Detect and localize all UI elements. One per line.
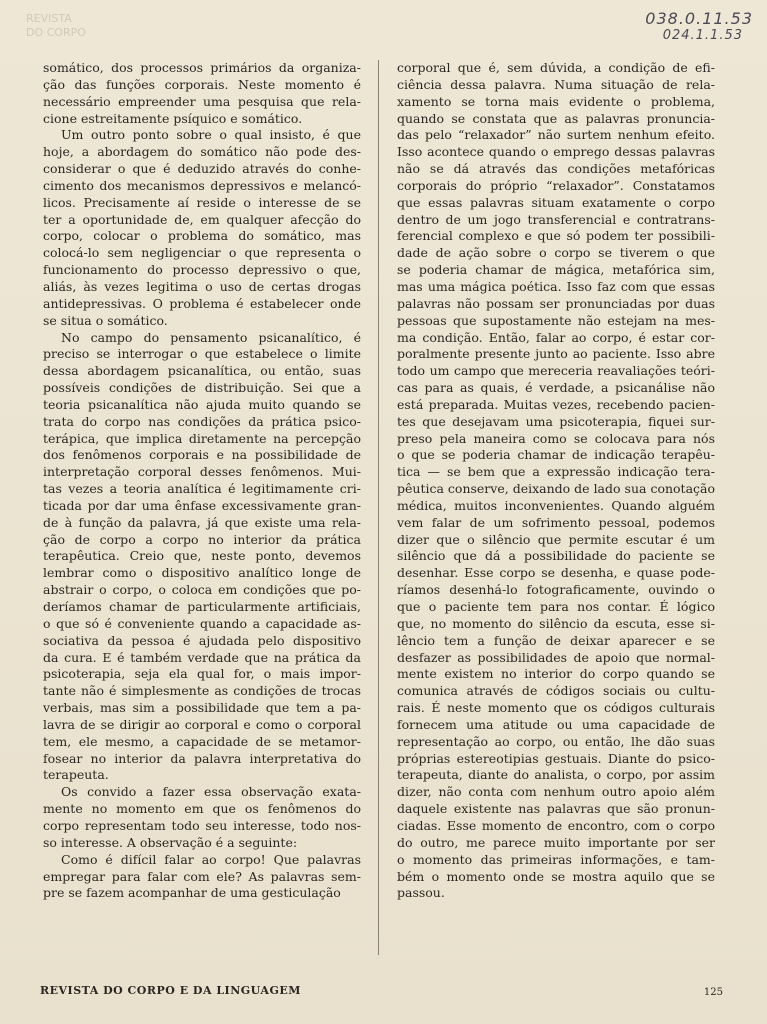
text-line: deríamos chamar de particularmente artificiais,	[43, 599, 361, 614]
page-number: 125	[703, 987, 723, 998]
text-line: o momento das primeiras informações, e tam-	[397, 851, 715, 867]
text-line: comunica através de códigos sociais ou cultu-	[397, 683, 715, 699]
text-line: dos fenômenos corporais e na possibilidade de	[43, 447, 361, 463]
text-line: quando se constata que as palavras pronuncia-	[397, 110, 715, 126]
text-line: ção das funções corporais. Neste momento é	[43, 76, 361, 92]
text-line: Como é difícil falar ao corpo! Que palavras	[61, 851, 361, 867]
text-line: o que só é conveniente quando a capacidade as-	[43, 615, 361, 631]
text-line: lêncio tem a função de deixar aparecer e se	[397, 632, 715, 648]
text-line: mente no momento em que os fenômenos do	[43, 801, 361, 817]
text-line: tes que desejavam uma psicoterapia, fiquei sur-	[397, 413, 715, 429]
text-line: passou.	[397, 885, 445, 901]
text-line: sociativa da pessoa é ajudada pelo dispositivo	[43, 632, 361, 648]
text-line: antidepressivas. O problema é estabelecer onde	[43, 295, 361, 311]
text-line: se poderia chamar de mágica, metafórica sim,	[397, 262, 715, 278]
text-line: o que se poderia chamar de indicação terapêu-	[397, 447, 715, 463]
text-line: daquele existente nas palavras que são pronun-	[397, 801, 715, 817]
text-line: próprias estereotipias gestuais. Diante do psico-	[397, 750, 715, 766]
text-line: cione estreitamente psíquico e somático.	[43, 110, 303, 126]
text-line: pessoas que supostamente não estejam na mes-	[397, 312, 715, 328]
right-text-column	[397, 60, 715, 902]
text-line: ríamos desenhá-lo fotograficamente, ouvindo o	[397, 582, 715, 598]
text-line: silêncio que dá a possibilidade do paciente se	[397, 548, 715, 564]
text-line: pre se fazem acompanhar de uma gesticulação	[43, 885, 341, 901]
text-line: necessário empreender uma pesquisa que rela-	[43, 93, 361, 109]
journal-title: REVISTA DO CORPO E DA LINGUAGEM	[40, 984, 301, 997]
text-line: desenhar. Esse corpo se desenha, e quase pode-	[397, 565, 715, 581]
text-line: dade de ação sobre o corpo se tiverem o que	[397, 245, 715, 261]
text-line: desfazer as possibilidades de apoio que normal-	[397, 649, 715, 665]
text-line: fosear no interior da palavra interpretativa do	[43, 750, 361, 766]
text-line: médica, muitos inconvenientes. Quando alguém	[397, 497, 715, 513]
text-line: pêutica conserve, deixando de lado sua conotação	[397, 481, 715, 497]
text-line: considerar o que é deduzido através do conhe-	[43, 161, 361, 177]
text-line: xamento se torna mais evidente o problema,	[397, 93, 715, 109]
faded-stamp	[26, 12, 136, 40]
text-line: possíveis condições de distribuição. Sei que a	[43, 380, 361, 396]
text-line: corporais do próprio “relaxador”. Constatamos	[397, 177, 715, 193]
text-line: somático, dos processos primários da organiza-	[43, 60, 361, 75]
text-line: aliás, às vezes legitima o uso de certas drogas	[43, 278, 361, 294]
text-line: terapeuta.	[43, 767, 109, 783]
text-line: do outro, me parece muito importante por ser	[397, 834, 715, 850]
text-line: verbais, mas sim a possibilidade que tem a pa-	[43, 700, 361, 716]
text-line: mas uma mágica poética. Isso faz com que essas	[397, 278, 715, 294]
text-line: preciso se interrogar o que estabelece o limite	[43, 346, 361, 362]
text-line: ma condição. Então, falar ao corpo, é estar cor-	[397, 329, 715, 345]
text-line: ção de corpo a corpo no interior da prática	[43, 531, 361, 547]
text-line: hoje, a abordagem do somático não pode des-	[43, 144, 361, 160]
text-line: lembrar como o dispositivo analítico longe de	[43, 565, 361, 581]
text-line: vem falar de um sofrimento pessoal, podemos	[397, 514, 715, 530]
text-line: tante não é simplesmente as condições de trocas	[43, 683, 361, 699]
text-line: funcionamento do processo depressivo o que,	[43, 262, 361, 278]
text-line: lavra de se dirigir ao corporal e como o corporal	[43, 716, 361, 732]
text-line: bém o momento onde se mostra aquilo que se	[397, 868, 715, 884]
text-line: terapeuta, diante do analista, o corpo, por assim	[397, 767, 715, 783]
text-line: so interesse. A observação é a seguinte:	[43, 834, 298, 850]
text-line: colocá-lo sem negligenciar o que representa o	[43, 245, 361, 261]
text-line: corporal que é, sem dúvida, a condição de efi-	[397, 60, 715, 75]
text-line: que essas palavras situam exatamente o corpo	[397, 194, 715, 210]
text-line: cimento dos mecanismos depressivos e melancó-	[43, 177, 361, 193]
text-line: dizer que o silêncio que permite escutar é um	[397, 531, 715, 547]
handwritten-ref-1: 038.0.11.53	[645, 9, 753, 28]
text-line: se situa o somático.	[43, 312, 168, 328]
text-line: Isso acontece quando o emprego dessas palavras	[397, 144, 715, 160]
text-line: terapêutica. Creio que, neste ponto, devemos	[43, 548, 361, 564]
text-line: dentro de um jogo transferencial e contratrans-	[397, 211, 715, 227]
text-line: de à função da palavra, já que existe uma rela-	[43, 514, 361, 530]
text-line: psicoterapia, seja ela qual for, o mais impor-	[43, 666, 361, 682]
text-line: mente existem no interior do corpo quando se	[397, 666, 715, 682]
text-line: cas para as quais, é verdade, a psicanálise não	[397, 380, 715, 396]
text-line: que o paciente tem para nos contar. É lógico	[397, 599, 715, 614]
text-line: ticada por dar uma ênfase excessivamente gran-	[43, 497, 361, 513]
text-line: ferencial complexo e que só podem ter possibili-	[397, 228, 715, 244]
text-line: ciência dessa palavra. Numa situação de rela-	[397, 76, 715, 92]
text-line: tica — se bem que a expressão indicação tera-	[397, 464, 715, 480]
text-line: interpretação corporal desses fenômenos. Mui-	[43, 464, 361, 480]
text-line: dizer, não conta com nenhum outro apoio além	[397, 784, 715, 800]
text-line: empregar para falar com ele? As palavras sem-	[43, 868, 361, 884]
text-line: corpo representam todo seu interesse, todo nos-	[43, 817, 361, 833]
faded-stamp-line: DO CORPO	[26, 26, 86, 39]
text-line: fornecem uma atitude ou uma capacidade de	[397, 716, 715, 732]
text-line: ter a oportunidade de, em qualquer afecção do	[43, 211, 361, 227]
left-text-column	[43, 60, 361, 902]
text-line: abstrair o corpo, o coloca em condições que po-	[43, 582, 361, 598]
text-line: tas vezes a teoria analítica é legitimamente cri-	[43, 481, 361, 497]
handwritten-reference	[645, 10, 753, 44]
text-line: trata do corpo nas condições da prática psico-	[43, 413, 361, 429]
text-line: teoria psicanalítica não ajuda muito quando se	[43, 396, 361, 412]
text-line: representação ao corpo, ou então, lhe dão suas	[397, 733, 715, 749]
faded-stamp-line: REVISTA	[26, 12, 72, 25]
text-line: da cura. E é também verdade que na prática da	[43, 649, 361, 665]
text-line: dessa abordagem psicanalítica, ou então, suas	[43, 363, 361, 379]
text-line: Os convido a fazer essa observação exata-	[61, 784, 361, 800]
text-line: terápica, que implica diretamente na percepção	[43, 430, 361, 446]
text-line: das pelo “relaxador” não surtem nenhum efeito.	[397, 127, 715, 143]
handwritten-ref-2: 024.1.1.53	[662, 28, 743, 43]
text-line: licos. Precisamente aí reside o interesse de se	[43, 194, 361, 210]
text-line: que, no momento do silêncio da escuta, esse si-	[397, 615, 715, 631]
text-line: tem, ele mesmo, a capacidade de se metamor-	[43, 733, 361, 749]
text-line: palavras não possam ser pronunciadas por duas	[397, 295, 715, 311]
text-line: todo um campo que mereceria reavaliações teóri-	[397, 363, 715, 379]
text-line: Um outro ponto sobre o qual insisto, é que	[61, 127, 361, 143]
text-line: ciadas. Esse momento de encontro, com o corpo	[397, 817, 715, 833]
text-line: corpo, colocar o problema do somático, mas	[43, 228, 361, 244]
text-line: rais. É neste momento que os códigos culturais	[397, 700, 715, 716]
text-line: está preparada. Muitas vezes, recebendo pacien-	[397, 396, 715, 412]
text-line: não se dá através das condições metafóricas	[397, 161, 715, 177]
text-line: preso pela maneira como se colocava para nós	[397, 430, 715, 446]
text-line: No campo do pensamento psicanalítico, é	[61, 329, 361, 345]
text-line: poralmente presente junto ao paciente. Isso abre	[397, 346, 715, 362]
column-divider	[378, 60, 379, 955]
